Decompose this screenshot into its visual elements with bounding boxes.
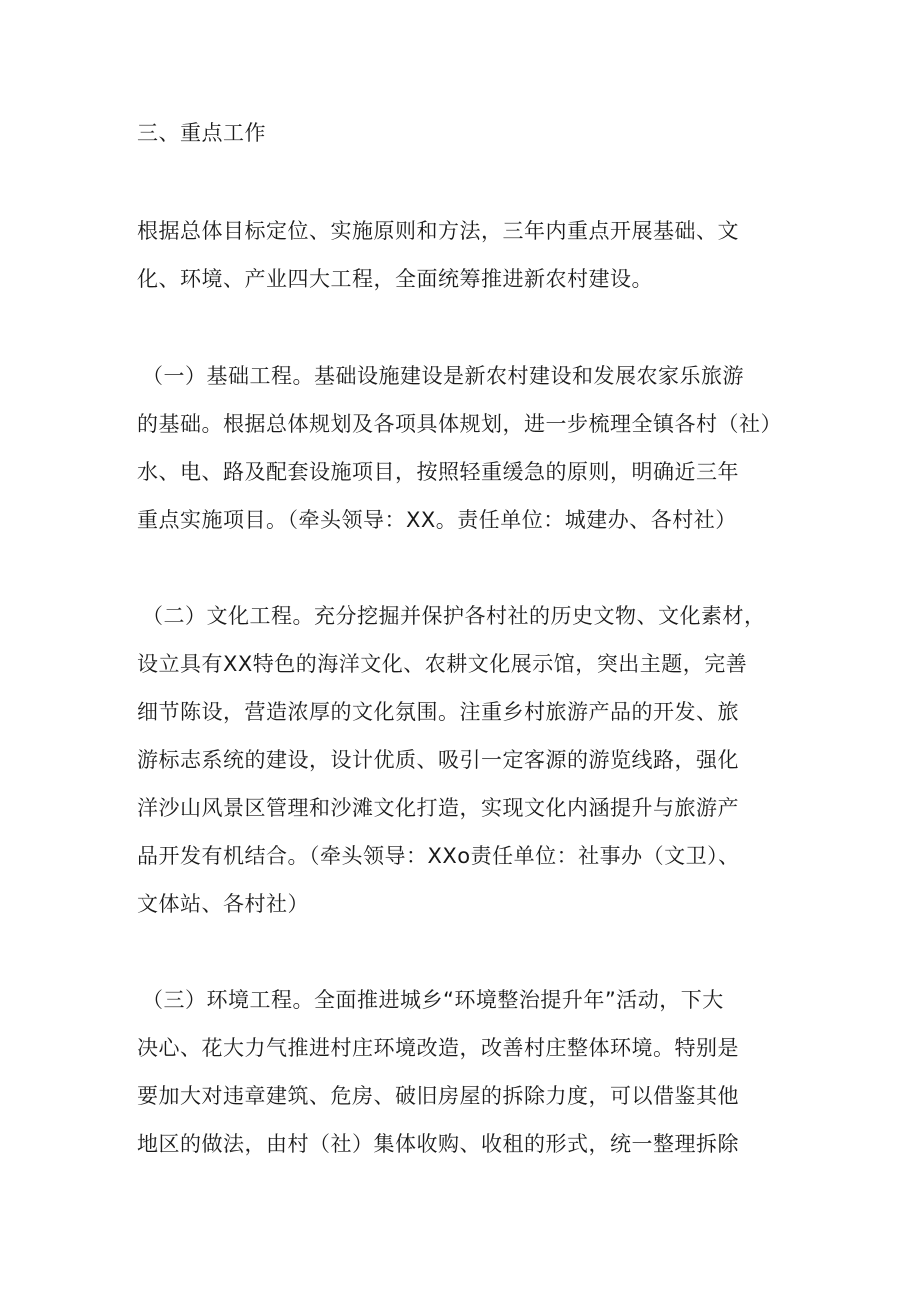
paragraph-line: 地区的做法，由村（社）集体收购、收租的形式，统一整理拆除 xyxy=(137,1132,739,1156)
paragraph-line: （一）基础工程。基础设施建设是新农村建设和发展农家乐旅游 xyxy=(142,364,744,388)
paragraph-line: 决心、花大力气推进村庄环境改造，改善村庄整体环境。特别是 xyxy=(137,1036,739,1060)
section-heading: 三、重点工作 xyxy=(137,121,266,145)
paragraph-line: 重点实施项目。（牵头领导：XX。责任单位：城建办、各村社） xyxy=(137,508,737,532)
paragraph-line: 设立具有XX特色的海洋文化、农耕文化展示馆，突出主题，完善 xyxy=(137,652,748,676)
paragraph-line: 化、环境、产业四大工程，全面统筹推进新农村建设。 xyxy=(137,267,653,291)
paragraph-line: 文体站、各村社） xyxy=(137,892,309,916)
paragraph-line: 洋沙山风景区管理和沙滩文化打造，实现文化内涵提升与旅游产 xyxy=(137,796,739,820)
paragraph-line: 游标志系统的建设，设计优质、吸引一定客源的游览线路，强化 xyxy=(137,748,739,772)
paragraph-line: （三）环境工程。全面推进城乡“环境整治提升年”活动，下大 xyxy=(142,988,724,1012)
paragraph-line: 水、电、路及配套设施项目，按照轻重缓急的原则，明确近三年 xyxy=(137,460,739,484)
paragraph-line: （二）文化工程。充分挖掘并保护各村社的历史文物、文化素材， xyxy=(142,604,766,628)
paragraph-line: 品开发有机结合。（牵头领导：XXo责任单位：社事办（文卫）、 xyxy=(137,844,740,868)
paragraph-line: 要加大对违章建筑、危房、破旧房屋的拆除力度，可以借鉴其他 xyxy=(137,1084,739,1108)
paragraph-line: 细节陈设，营造浓厚的文化氛围。注重乡村旅游产品的开发、旅 xyxy=(137,700,739,724)
paragraph-line: 的基础。根据总体规划及各项具体规划，进一步梳理全镇各村（社） xyxy=(137,412,782,436)
paragraph-line: 根据总体目标定位、实施原则和方法，三年内重点开展基础、文 xyxy=(137,219,739,243)
